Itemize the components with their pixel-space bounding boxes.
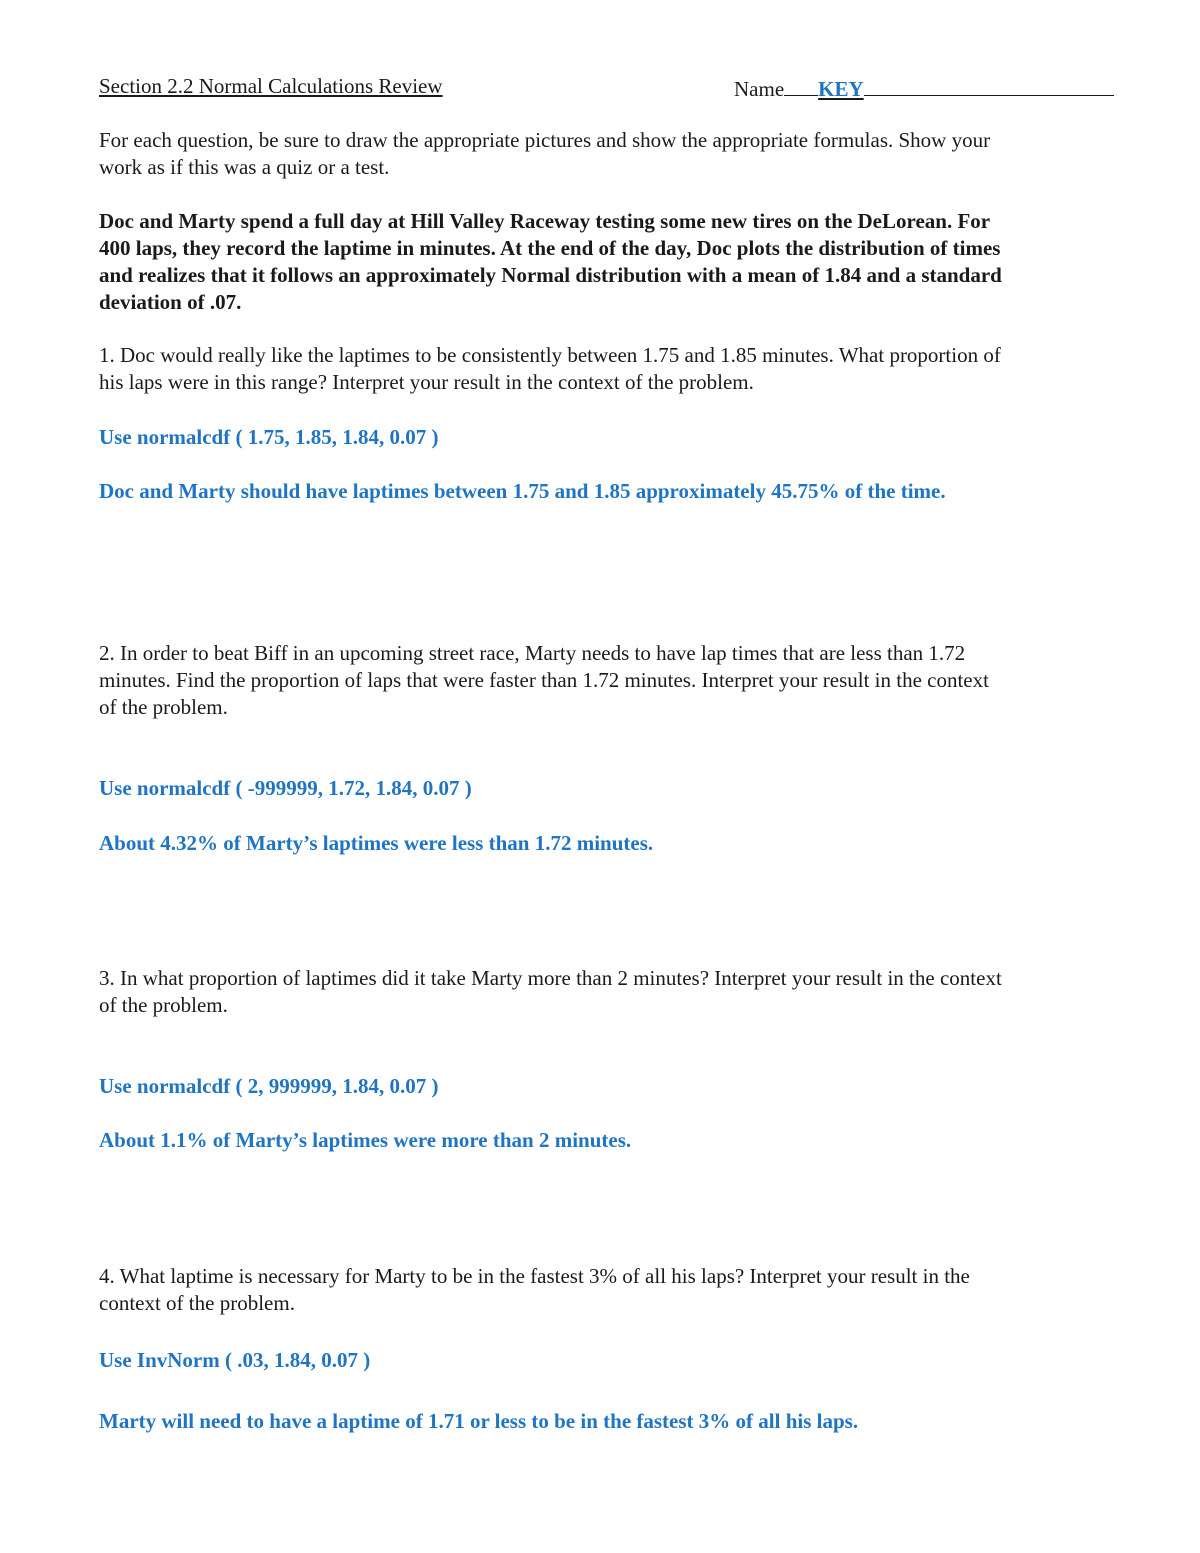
question-4-line-1: 4. What laptime is necessary for Marty to be in the fastest 3% of all his laps? Interpret your result in the xyxy=(99,1264,970,1288)
question-4-line-2: context of the problem. xyxy=(99,1291,295,1315)
name-blank-leading xyxy=(784,73,818,96)
question-2-line-2: minutes. Find the proportion of laps that were faster than 1.72 minutes. Interpret your result in the context xyxy=(99,668,989,692)
question-3-line-1: 3. In what proportion of laptimes did it take Marty more than 2 minutes? Interpret your result in the context xyxy=(99,966,1002,990)
instructions-line-2: work as if this was a quiz or a test. xyxy=(99,155,390,179)
question-2-line-1: 2. In order to beat Biff in an upcoming street race, Marty needs to have lap times that are less than 1.72 xyxy=(99,641,966,665)
worksheet-title: Section 2.2 Normal Calculations Review xyxy=(99,74,443,98)
instructions-line-1: For each question, be sure to draw the appropriate pictures and show the appropriate formulas. Show your xyxy=(99,128,991,152)
question-3-answer: About 1.1% of Marty’s laptimes were more than 2 minutes. xyxy=(99,1128,632,1152)
scenario-line-4: deviation of .07. xyxy=(99,290,242,314)
question-2-answer: About 4.32% of Marty’s laptimes were less than 1.72 minutes. xyxy=(99,831,654,855)
question-1-line-2: his laps were in this range? Interpret your result in the context of the problem. xyxy=(99,370,754,394)
question-1-answer: Doc and Marty should have laptimes between 1.75 and 1.85 approximately 45.75% of the time. xyxy=(99,479,946,503)
scenario-line-2: 400 laps, they record the laptime in minutes. At the end of the day, Doc plots the distribution of times xyxy=(99,236,1001,260)
question-3-line-2: of the problem. xyxy=(99,993,228,1017)
question-4-method: Use InvNorm ( .03, 1.84, 0.07 ) xyxy=(99,1348,371,1372)
name-value: KEY xyxy=(818,77,864,101)
question-2-line-3: of the problem. xyxy=(99,695,228,719)
name-blank-trailing xyxy=(864,73,1114,96)
question-4-answer: Marty will need to have a laptime of 1.71 or less to be in the fastest 3% of all his laps. xyxy=(99,1409,859,1433)
name-label: Name xyxy=(734,77,785,101)
question-2-method: Use normalcdf ( -999999, 1.72, 1.84, 0.07 ) xyxy=(99,776,472,800)
question-1-line-1: 1. Doc would really like the laptimes to be consistently between 1.75 and 1.85 minutes. What proportion of xyxy=(99,343,1001,367)
question-1-method: Use normalcdf ( 1.75, 1.85, 1.84, 0.07 ) xyxy=(99,425,439,449)
name-field xyxy=(734,73,1114,103)
question-3-method: Use normalcdf ( 2, 999999, 1.84, 0.07 ) xyxy=(99,1074,439,1098)
scenario-line-1: Doc and Marty spend a full day at Hill Valley Raceway testing some new tires on the DeLorean. For xyxy=(99,209,991,233)
scenario-line-3: and realizes that it follows an approximately Normal distribution with a mean of 1.84 and a standard xyxy=(99,263,1002,287)
